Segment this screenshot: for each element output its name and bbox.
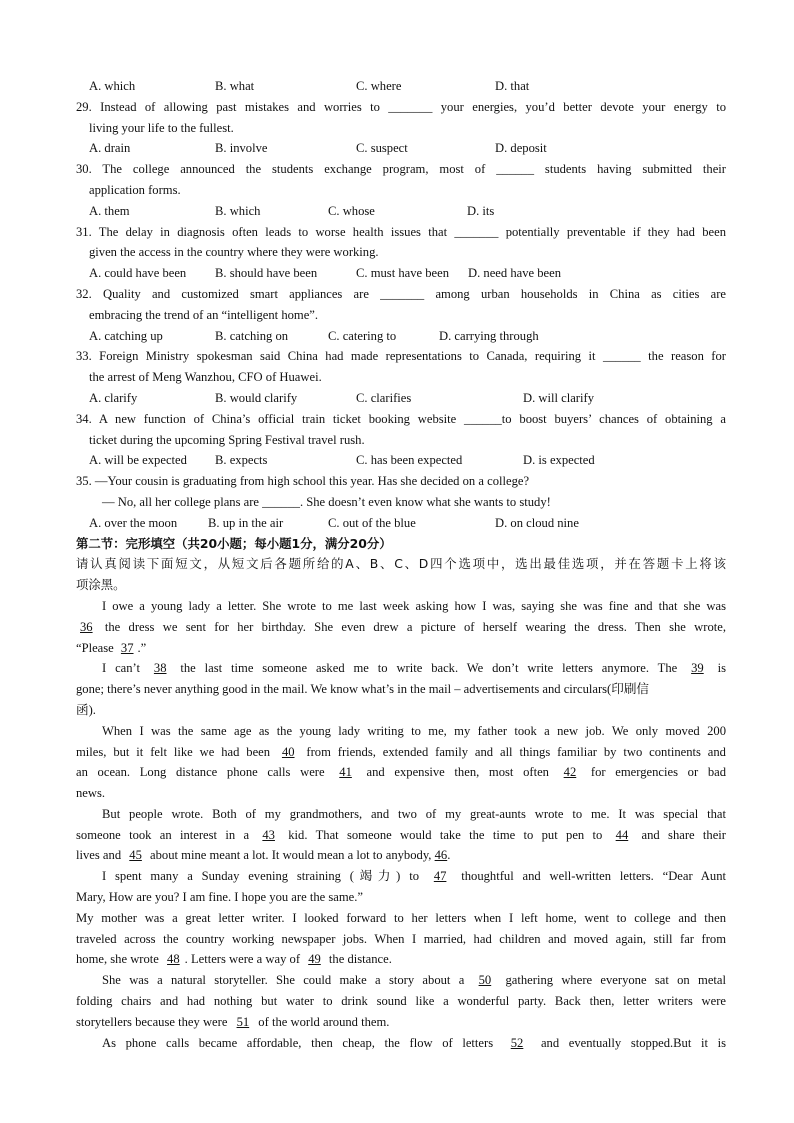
q32-option-d: D. carrying through (439, 328, 539, 343)
passage-line: I can’t 38 the last time someone asked me to write back. We don’t write letters anymore. The 39 is (102, 661, 726, 676)
q31-option-b: B. should have been (215, 266, 318, 281)
q30-option-c: C. whose (328, 203, 375, 218)
q33-option-a: A. clarify (89, 390, 138, 405)
q28-option-b: B. what (215, 79, 255, 93)
passage-line: As phone calls became affordable, then cheap, the flow of letters 52 and eventually stopped.But it is (102, 1035, 726, 1050)
passage-line: news. (76, 786, 106, 801)
passage-line: home, she wrote 48 . Letters were a way of 49 the distance. (76, 952, 392, 967)
blank-40: 40 (281, 744, 295, 759)
passage-line: folding chairs and had nothing but water to drink sound like a wonderful party. Back then, letter writers were (76, 994, 726, 1009)
q35-stem-cont: — No, all her college plans are ______. She doesn’t even know what she wants to study! (102, 494, 551, 509)
passage-line: traveled across the country working newspaper jobs. When I married, had children and moved again, still far from (76, 931, 726, 946)
q29-option-d: D. deposit (495, 141, 547, 156)
exam-page (76, 76, 726, 1053)
blank-52: 52 (510, 1035, 524, 1050)
q29-option-a: A. drain (89, 141, 131, 156)
q29-stem: 29. Instead of allowing past mistakes and worries to _______ your energies, you’d better devote your energy to (76, 99, 726, 114)
q31-options (76, 263, 726, 284)
passage-line: When I was the same age as the young lady writing to me, my father took a new job. We only moved 200 (102, 723, 726, 738)
passage-line: I spent many a Sunday evening straining (竭力) to 47 thoughtful and well-written letters. “Dear Aunt (102, 869, 726, 884)
q31-option-a: A. could have been (89, 266, 187, 281)
passage-line: someone took an interest in a 43 kid. That someone would take the time to put pen to 44 and share their (76, 827, 726, 842)
q28-option-c: C. where (356, 79, 402, 93)
q35-options (76, 513, 726, 534)
q35-stem: 35. —Your cousin is graduating from high school this year. Has she decided on a college? (76, 474, 530, 489)
q29-option-b: B. involve (215, 141, 268, 156)
blank-46: 46 (434, 848, 448, 863)
blank-51: 51 (236, 1014, 250, 1029)
passage-line: miles, but it felt like we had been 40 from friends, extended family and all things familiar by two continents and (76, 744, 726, 759)
blank-36: 36 (80, 619, 93, 634)
q28-options (76, 76, 726, 97)
q31-stem-cont: given the access in the country where they were working. (89, 245, 379, 260)
q28-option-d: D. that (495, 79, 530, 93)
q31-option-d: D. need have been (468, 266, 562, 281)
q34-stem: 34. A new function of China’s official train ticket booking website ______to boost buyers’ chances of obtaining a (76, 411, 726, 426)
q32-option-a: A. catching up (89, 328, 163, 343)
q33-options (76, 388, 726, 409)
passage-line: gone; there’s never anything good in the mail. We know what’s in the mail – advertisements and circulars(印刷信 (76, 682, 650, 697)
section-instructions-cont: 项涂黑。 (76, 577, 126, 593)
q30-option-b: B. which (215, 203, 261, 218)
q33-option-d: D. will clarify (523, 390, 594, 405)
passage-line: I owe a young lady a letter. She wrote to me last week asking how I was, saying she was fine and that she was (102, 598, 726, 613)
q29-options (76, 138, 726, 159)
passage-line: Mary, How are you? I am fine. I hope you are the same.” (76, 890, 363, 905)
q33-option-c: C. clarifies (356, 390, 412, 405)
q32-option-b: B. catching on (215, 328, 289, 343)
blank-39: 39 (691, 661, 704, 676)
blank-50: 50 (478, 973, 492, 988)
q28-option-a: A. which (89, 79, 136, 93)
passage-line: My mother was a great letter writer. I looked forward to her letters when I left home, went to college and then (76, 910, 726, 925)
q30-stem: 30. The college announced the students exchange program, most of ______ students having submitted their (76, 162, 726, 177)
q32-stem: 32. Quality and customized smart appliances are _______ among urban households in China as cities are (76, 286, 726, 301)
blank-43: 43 (262, 827, 275, 842)
q33-stem: 33. Foreign Ministry spokesman said China had made representations to Canada, requiring it ______ the reason for (76, 349, 726, 364)
q31-option-c: C. must have been (356, 266, 450, 281)
blank-48: 48 (167, 952, 180, 967)
q34-option-d: D. is expected (523, 453, 595, 468)
q32-option-c: C. catering to (328, 328, 397, 343)
q34-options (76, 450, 726, 471)
q31-stem: 31. The delay in diagnosis often leads to worse health issues that _______ potentially preventable if they had been (76, 224, 726, 239)
q35-option-d: D. on cloud nine (495, 515, 579, 530)
blank-38: 38 (153, 661, 167, 676)
q32-options (76, 326, 726, 347)
q34-option-b: B. expects (215, 453, 268, 468)
section-heading: 第二节：完形填空（共20小题；每小题1分，满分20分） (76, 535, 392, 551)
q35-option-b: B. up in the air (208, 515, 284, 530)
q30-option-a: A. them (89, 203, 130, 218)
blank-41: 41 (339, 765, 352, 780)
q33-stem-cont: the arrest of Meng Wanzhou, CFO of Huawei. (89, 370, 322, 385)
passage-line: an ocean. Long distance phone calls were 41 and expensive then, most often 42 for emergencies or bad (76, 765, 726, 780)
q34-option-c: C. has been expected (356, 453, 463, 468)
blank-45: 45 (129, 848, 142, 863)
blank-37: 37 (120, 640, 134, 655)
blank-47: 47 (433, 869, 447, 884)
q32-stem-cont: embracing the trend of an “intelligent home”. (89, 307, 319, 322)
passage-line: 函). (76, 702, 96, 717)
passage-line: But people wrote. Both of my grandmothers, and two of my great-aunts wrote to me. It was special that (102, 806, 726, 821)
q30-stem-cont: application forms. (89, 182, 181, 197)
blank-42: 42 (563, 765, 577, 780)
passage-line: She was a natural storyteller. She could make a story about a 50 gathering where everyone sat on metal (102, 973, 726, 988)
passage-line: lives and 45 about mine meant a lot. It would mean a lot to anybody, 46. (76, 848, 451, 863)
section-instructions: 请认真阅读下面短文，从短文后各题所给的A、B、C、D四个选项中，选出最佳选项，并在答题卡上将该 (76, 556, 726, 572)
passage-line: storytellers because they were 51 of the world around them. (76, 1014, 390, 1029)
q35-option-c: C. out of the blue (328, 515, 416, 530)
q29-stem-cont: living your life to the fullest. (89, 120, 234, 135)
passage-line: 36 the dress we sent for her birthday. She even drew a picture of herself wearing the dress. Then she wrote, (76, 617, 726, 638)
passage-line: “Please 37 .” (76, 640, 147, 655)
blank-49: 49 (308, 952, 321, 967)
q30-option-d: D. its (467, 203, 495, 218)
q34-option-a: A. will be expected (89, 453, 187, 468)
q30-options (76, 201, 726, 222)
q35-option-a: A. over the moon (89, 515, 178, 530)
blank-44: 44 (615, 827, 629, 842)
q29-option-c: C. suspect (356, 141, 408, 156)
q33-option-b: B. would clarify (215, 390, 298, 405)
q34-stem-cont: ticket during the upcoming Spring Festival travel rush. (89, 432, 365, 447)
